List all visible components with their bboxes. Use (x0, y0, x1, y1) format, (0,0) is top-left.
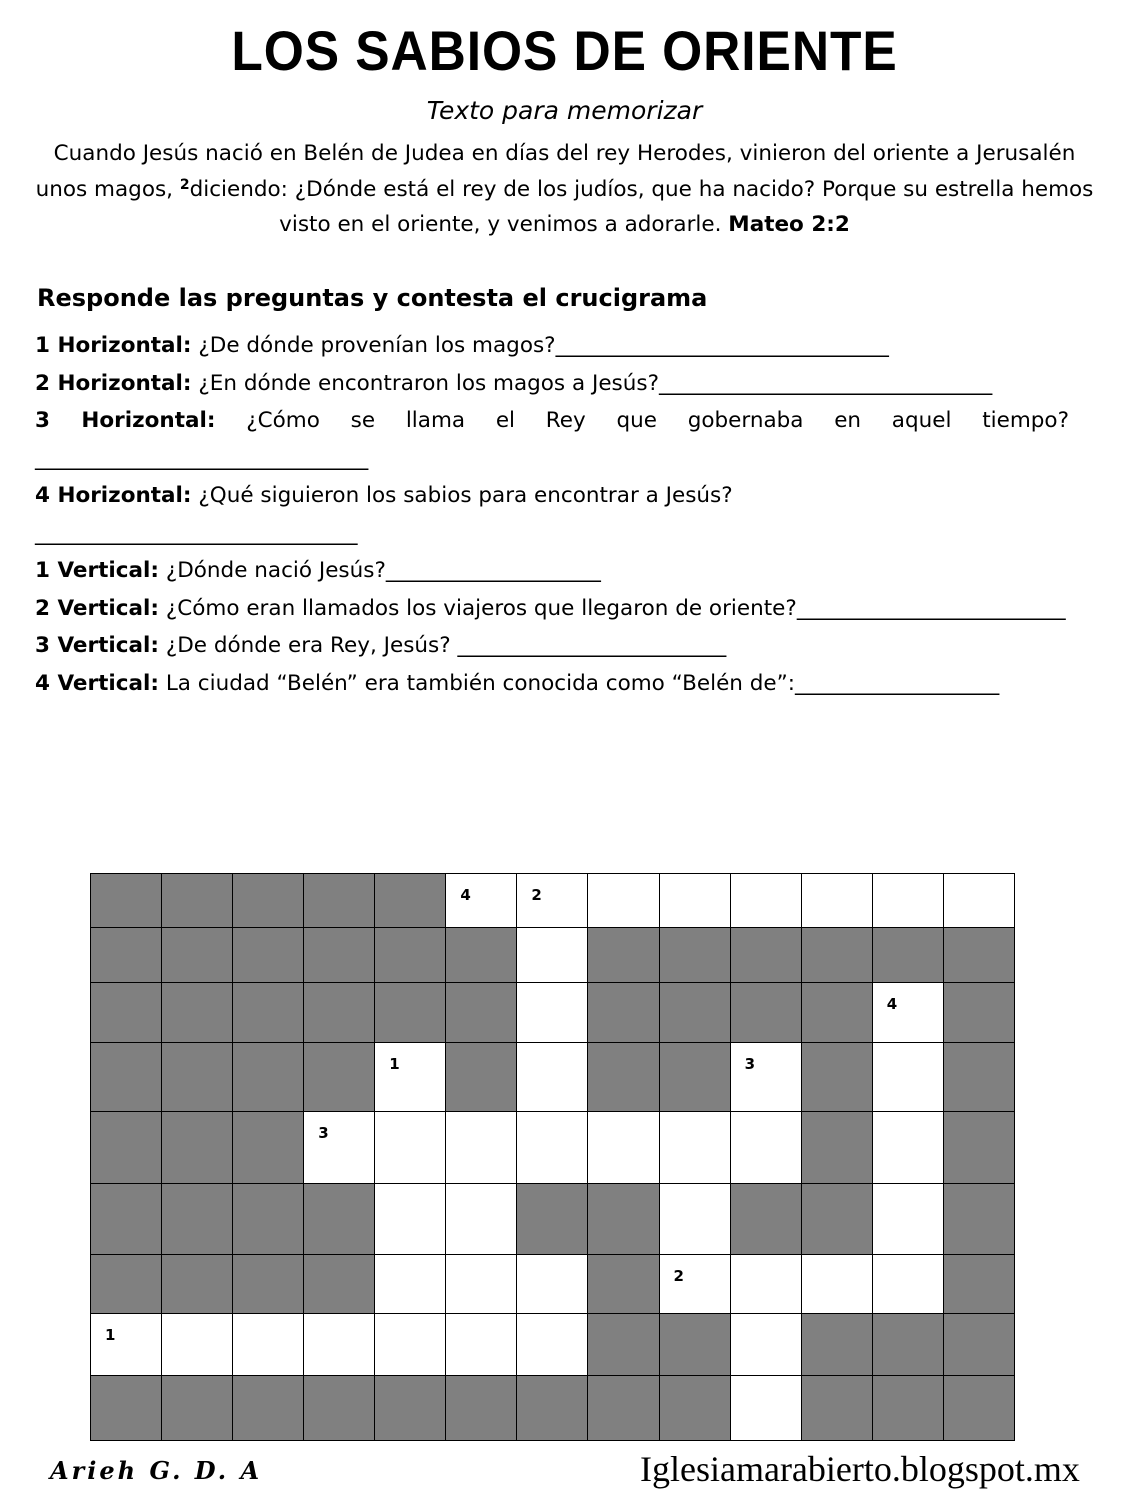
crossword-block (233, 1254, 304, 1313)
crossword-block (588, 1375, 659, 1440)
clue-number: 2 (673, 1266, 684, 1285)
crossword-block (943, 982, 1014, 1042)
crossword-cell[interactable] (872, 1254, 943, 1313)
crossword-cell[interactable] (517, 982, 588, 1042)
crossword-cell[interactable] (517, 1042, 588, 1111)
crossword-block (872, 928, 943, 982)
crossword-block (943, 1042, 1014, 1111)
crossword-block (943, 1183, 1014, 1254)
crossword-cell[interactable] (730, 1314, 801, 1375)
question-text: ¿Cómo se llama el Rey que gobernaba en aquel tiempo? (246, 408, 1069, 433)
crossword-cell[interactable] (872, 1042, 943, 1111)
crossword-block (233, 1375, 304, 1440)
crossword-row (91, 928, 1015, 982)
answer-blank[interactable]: ______________________________ (35, 520, 358, 546)
crossword-cell[interactable] (304, 1112, 375, 1183)
crossword-cell[interactable] (304, 1314, 375, 1375)
crossword-block (233, 1112, 304, 1183)
clue-number: 4 (460, 886, 471, 904)
question-text: ¿De dónde provenían los magos? (198, 333, 556, 358)
crossword-block (304, 1183, 375, 1254)
crossword-block (91, 982, 162, 1042)
crossword-row (91, 874, 1015, 928)
crossword-block (659, 928, 730, 982)
crossword-block (659, 1375, 730, 1440)
crossword-block (304, 1375, 375, 1440)
crossword-row (91, 1314, 1015, 1375)
crossword-block (517, 1375, 588, 1440)
crossword-block (943, 1112, 1014, 1183)
crossword-block (943, 1314, 1014, 1375)
crossword-block (162, 1254, 233, 1313)
crossword-block (801, 982, 872, 1042)
clue-number: 3 (744, 1054, 755, 1073)
crossword-block (304, 928, 375, 982)
clue-number: 4 (886, 994, 898, 1013)
crossword-block (588, 928, 659, 982)
crossword-block (375, 874, 446, 928)
clue-number: 1 (389, 1054, 400, 1073)
crossword-block (801, 1183, 872, 1254)
crossword-block (801, 1314, 872, 1375)
crossword-block (943, 1254, 1014, 1313)
question-text: ¿Dónde nació Jesús? (165, 558, 386, 583)
crossword-block (588, 982, 659, 1042)
crossword-block (304, 874, 375, 928)
question-3-horizontal (35, 402, 1069, 477)
crossword-cell[interactable] (659, 1183, 730, 1254)
crossword-cell[interactable] (730, 1112, 801, 1183)
crossword-block (91, 1375, 162, 1440)
question-2-vertical (35, 590, 1069, 628)
crossword-block (588, 1183, 659, 1254)
crossword-block (801, 1375, 872, 1440)
question-label: 2 Vertical: (35, 595, 159, 621)
crossword-cell[interactable] (659, 1254, 730, 1313)
crossword-cell[interactable] (730, 1042, 801, 1111)
crossword-cell[interactable] (659, 874, 730, 928)
crossword-block (233, 1042, 304, 1111)
question-2-horizontal (35, 365, 1069, 403)
crossword-block (943, 1375, 1014, 1440)
question-4-vertical (35, 665, 1069, 703)
crossword-cell[interactable] (730, 874, 801, 928)
answer-blank[interactable]: _________________________ (457, 633, 727, 658)
answer-blank[interactable]: _______________________________ (35, 445, 369, 471)
crossword-block (233, 1183, 304, 1254)
question-3-vertical (35, 627, 1069, 665)
crossword-block (588, 1042, 659, 1111)
verse-part-1: Cuando Jesús nació en Belén de Judea en días del rey Herodes, vinieron del oriente a Jerusalén unos magos, (35, 141, 1076, 202)
crossword-cell[interactable] (517, 928, 588, 982)
question-label: 1 Horizontal: (35, 333, 192, 358)
crossword-cell[interactable] (872, 874, 943, 928)
crossword-block (872, 1375, 943, 1440)
crossword-cell[interactable] (375, 1112, 446, 1183)
clue-number: 2 (531, 886, 542, 904)
verse-reference: Mateo 2:2 (728, 212, 850, 237)
crossword-block (162, 982, 233, 1042)
crossword-cell[interactable] (872, 1183, 943, 1254)
website-url: Iglesiamarabierto.blogspot.mx (640, 1449, 1080, 1489)
crossword-cell[interactable] (446, 874, 517, 928)
crossword-block (233, 982, 304, 1042)
answer-blank[interactable]: _______________________________ (555, 333, 889, 358)
crossword-cell[interactable] (801, 874, 872, 928)
crossword-block (446, 928, 517, 982)
crossword-cell[interactable] (588, 1112, 659, 1183)
crossword-block (162, 1183, 233, 1254)
instructions-heading: Responde las preguntas y contesta el crucigrama (37, 284, 708, 312)
crossword-block (588, 1254, 659, 1313)
crossword-cell[interactable] (375, 1183, 446, 1254)
crossword-cell[interactable] (517, 1314, 588, 1375)
question-text: ¿Cómo eran llamados los viajeros que llegaron de oriente? (165, 595, 797, 621)
crossword-cell[interactable] (162, 1314, 233, 1375)
crossword-cell[interactable] (446, 1254, 517, 1313)
crossword-block (446, 1042, 517, 1111)
question-text: ¿Qué siguieron los sabios para encontrar a Jesús? (198, 483, 733, 508)
question-label: 3 Horizontal: (35, 408, 216, 433)
crossword-block (91, 874, 162, 928)
answer-blank[interactable]: _______________________________ (659, 370, 993, 396)
crossword-block (91, 1254, 162, 1313)
crossword-cell[interactable] (233, 1314, 304, 1375)
crossword-block (304, 1254, 375, 1313)
crossword-block (801, 1042, 872, 1111)
crossword-cell[interactable] (446, 1183, 517, 1254)
crossword-block (872, 1314, 943, 1375)
crossword-block (659, 1042, 730, 1111)
crossword-row (91, 1254, 1015, 1313)
crossword-block (659, 1314, 730, 1375)
crossword-row (91, 1183, 1015, 1254)
crossword-cell[interactable] (801, 1254, 872, 1313)
questions-list (35, 327, 1069, 702)
crossword-block (730, 928, 801, 982)
crossword-block (162, 928, 233, 982)
crossword-block (162, 1112, 233, 1183)
question-1-horizontal (35, 327, 1069, 365)
crossword-block (375, 1375, 446, 1440)
answer-blank[interactable]: _________________________ (796, 595, 1066, 621)
crossword-cell[interactable] (730, 1254, 801, 1313)
crossword-cell[interactable] (943, 874, 1014, 928)
question-label: 4 Horizontal: (35, 483, 192, 508)
crossword-block (91, 1042, 162, 1111)
crossword-row (91, 1112, 1015, 1183)
crossword-cell[interactable] (375, 1042, 446, 1111)
crossword-row (91, 982, 1015, 1042)
crossword-block (588, 1314, 659, 1375)
clue-number: 3 (318, 1124, 329, 1143)
crossword-block (801, 928, 872, 982)
crossword-cell[interactable] (517, 874, 588, 928)
crossword-cell[interactable] (872, 982, 943, 1042)
crossword-cell[interactable] (375, 1254, 446, 1313)
subtitle: Texto para memorizar (426, 96, 703, 125)
question-text: ¿De dónde era Rey, Jesús? (165, 633, 458, 658)
crossword-cell[interactable] (446, 1314, 517, 1375)
crossword-block (162, 874, 233, 928)
page-title: LOS SABIOS DE ORIENTE (231, 19, 898, 82)
crossword-block (801, 1112, 872, 1183)
verse-number: 2 (179, 176, 190, 193)
crossword-cell[interactable] (375, 1314, 446, 1375)
crossword-block (162, 1042, 233, 1111)
crossword-block (91, 1112, 162, 1183)
crossword-block (730, 982, 801, 1042)
crossword-block (730, 1183, 801, 1254)
author-signature: Arieh G. D. A (50, 1456, 263, 1485)
crossword-block (446, 1375, 517, 1440)
crossword-row (91, 1375, 1015, 1440)
crossword-cell[interactable] (659, 1112, 730, 1183)
crossword-cell[interactable] (446, 1112, 517, 1183)
crossword-block (162, 1375, 233, 1440)
crossword-cell[interactable] (872, 1112, 943, 1183)
question-text: La ciudad “Belén” era también conocida como “Belén de”: (165, 670, 796, 696)
question-label: 3 Vertical: (35, 633, 159, 658)
memory-verse (30, 136, 1099, 243)
crossword-block (233, 928, 304, 982)
crossword-block (304, 1042, 375, 1111)
crossword-block (233, 874, 304, 928)
verse-part-2: diciendo: ¿Dónde está el rey de los judíos, que ha nacido? Porque su estrella hemos visto en el oriente, y venimos a adorarle. (189, 176, 1094, 237)
crossword-cell[interactable] (517, 1254, 588, 1313)
crossword-block (446, 982, 517, 1042)
crossword-block (91, 1183, 162, 1254)
crossword-grid (90, 873, 1015, 1441)
question-text: ¿En dónde encontraron los magos a Jesús? (198, 370, 659, 396)
crossword-block (943, 928, 1014, 982)
question-4-horizontal (35, 477, 1069, 552)
question-label: 1 Vertical: (35, 558, 159, 583)
crossword-row (91, 1042, 1015, 1111)
crossword-block (375, 982, 446, 1042)
question-1-vertical (35, 552, 1069, 590)
crossword-cell[interactable] (91, 1314, 162, 1375)
crossword-block (91, 928, 162, 982)
question-label: 4 Vertical: (35, 670, 159, 696)
answer-blank[interactable]: ___________________ (795, 670, 1000, 696)
answer-blank[interactable]: ____________________ (385, 558, 601, 583)
crossword-cell[interactable] (517, 1112, 588, 1183)
crossword-block (304, 982, 375, 1042)
clue-number: 1 (105, 1326, 116, 1345)
crossword-block (375, 928, 446, 982)
crossword-block (659, 982, 730, 1042)
crossword-block (517, 1183, 588, 1254)
crossword-cell[interactable] (730, 1375, 801, 1440)
crossword-cell[interactable] (588, 874, 659, 928)
question-label: 2 Horizontal: (35, 370, 192, 396)
